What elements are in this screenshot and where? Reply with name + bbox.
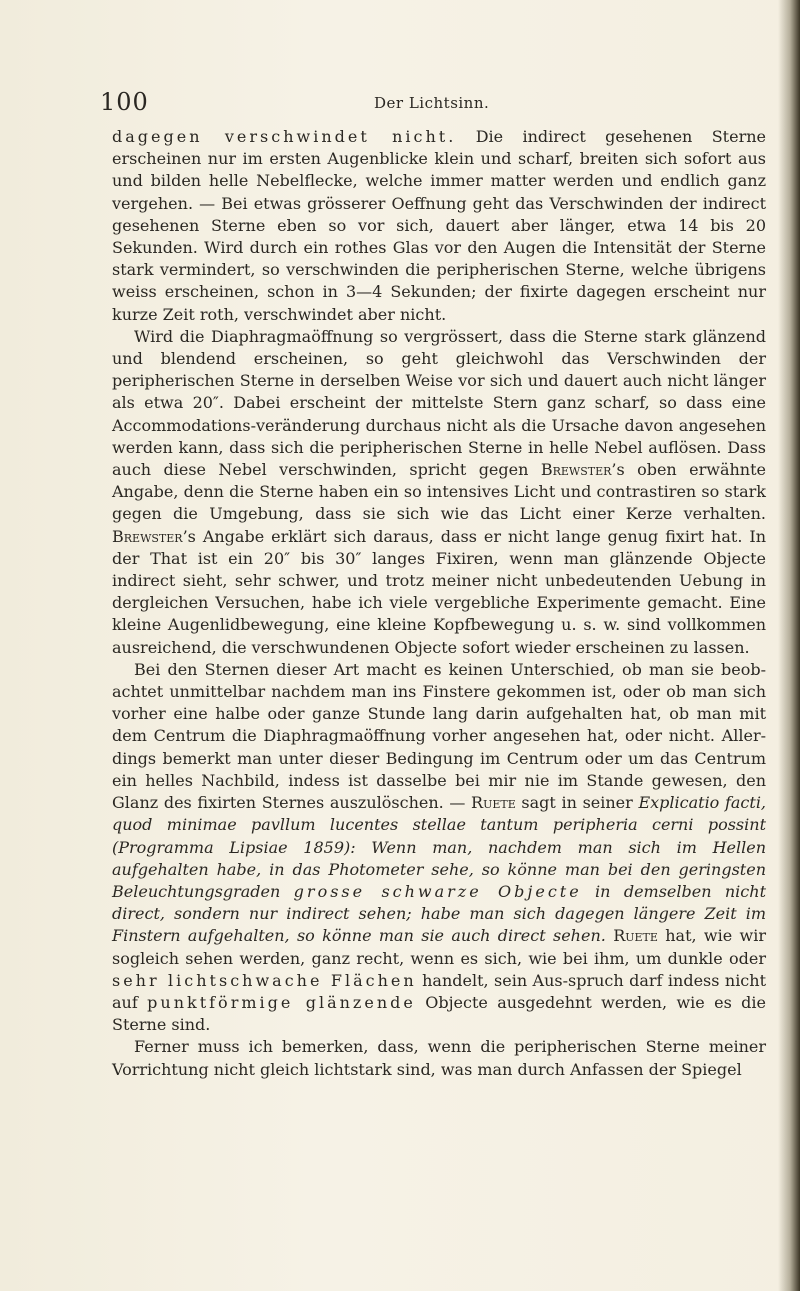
quote-continuation: in demselben nicht direct, sondern nur indirect sehen; habe man sich dagegen längere Zeit im Finstern aufgehalten, so könne man sie auch direct sehen. xyxy=(112,881,766,946)
body-text xyxy=(112,126,766,1081)
paragraph-4 xyxy=(112,1036,766,1080)
running-title: Der Lichtsinn. xyxy=(374,94,490,112)
author-name-ruete: Ruete xyxy=(613,926,658,946)
paragraph-text: Bei den Sternen dieser Art macht es keinen Unterschied, ob man sie beob-achtet unmittelbar nachdem man ins Finstere gekommen ist, oder ob man sich vorher eine halbe oder ganze Stunde lang darin aufgehalten hat, ob man mit dem Centrum die Diaphragmaöffnung vorher angesehen hat, oder nicht. Aller-dings bemerkt man unter dieser Bedingung im Centrum oder um das Centrum ein helles Nachbild, indess ist dasselbe bei mir nie im Stande gewesen, den Glanz des fixirten Sternes auszulöschen. — xyxy=(112,659,766,813)
paragraph-text: hat, wie wir sogleich sehen werden, ganz recht, wenn es sich, wie bei ihm, um dunkle oder xyxy=(112,926,767,968)
paragraph-text: Die indirect gesehenen Sterne erscheinen nur im ersten Augenblicke klein und scharf, breiten sich sofort aus und bilden helle Nebelflecke, welche immer matter werden und endlich ganz vergehen. — Bei etwas grösserer Oeffnung geht das Verschwinden der indirect gesehenen Sterne eben so vor sich, dauert aber länger, etwa 14 bis 20 Sekunden. Wird durch ein rothes Glas vor den Augen die Intensität der Sterne stark vermindert, so verschwinden die peripherischen Sterne, welche übrigens weiss erscheinen, schon in 3—4 Sekunden; der fixirte dagegen erscheint nur kurze Zeit roth, verschwindet aber nicht. xyxy=(112,127,766,324)
emphasis-spaced: grosse schwarze Objecte xyxy=(293,881,582,901)
author-name-brewster: Brewster xyxy=(112,526,183,546)
emphasis-spaced: punktförmige glänzende xyxy=(147,992,416,1012)
author-name-brewster: Brewster xyxy=(540,460,612,480)
spaced-lead: dagegen verschwindet nicht. xyxy=(112,127,457,146)
paragraph-text: Objecte ausgedehnt werden, wie es die Sterne sind. xyxy=(112,992,766,1035)
paragraph-1 xyxy=(112,126,766,326)
paragraph-3 xyxy=(112,659,766,1036)
paragraph-2 xyxy=(112,326,766,659)
paragraph-text: sagt in seiner xyxy=(515,793,639,813)
paragraph-text: handelt, sein Aus-spruch darf indess nicht auf xyxy=(112,970,767,1012)
paragraph-text: Wird die Diaphragmaöffnung so vergrössert, dass die Sterne stark glänzend und blendend erscheinen, so geht gleichwohl das Verschwinden der peripherischen Sterne in derselben Weise vor sich und dauert auch nicht länger als etwa 20″. Dabei erscheint der mittelste Stern ganz scharf, so dass eine Accommodations-veränderung durchaus nicht als die Ursache davon angesehen werden kann, dass sich die peripherischen Sterne in helle Nebel auflösen. Dass auch diese Nebel verschwinden, spricht gegen xyxy=(112,326,766,480)
page-number: 100 xyxy=(100,88,149,116)
paragraph-text: Ferner muss ich bemerken, dass, wenn die peripherischen Sterne meiner Vorrichtung nicht gleich lichtstark sind, was man durch Anfassen der Spiegel xyxy=(112,1037,766,1079)
paragraph-text: ’s Angabe erklärt sich daraus, dass er nicht lange genug fixirt hat. In der That ist ein 20″ bis 30″ langes Fixiren, wenn man glänzende Objecte indirect sieht, sehr schwer, und trotz meiner nicht unbedeutenden Uebung in dergleichen Versuchen, habe ich viele vergebliche Experimente gemacht. Eine kleine Augenlidbewegung, eine kleine Kopfbewegung u. s. w. sind vollkommen ausreichend, die verschwundenen Objecte sofort wieder erscheinen zu lassen. xyxy=(112,526,766,657)
latin-title-quote: Explicatio facti, quod minimae pavllum lucentes stellae tantum peripheria cerni possint (Programma Lipsiae 1859): Wenn man, nachdem man sich im Hellen aufgehalten habe, in das Photometer sehe, so könne man bei den geringsten Beleuchtungsgraden xyxy=(112,793,767,901)
emphasis-spaced: sehr lichtschwache Flächen xyxy=(112,970,417,990)
page-edge-shadow xyxy=(778,0,800,1291)
paragraph-text: ’s oben erwähnte Angabe, denn die Sterne haben ein so intensives Licht und contrastiren so stark gegen die Umgebung, dass sie sich wie das Licht einer Kerze verhalten. xyxy=(112,460,766,524)
author-name-ruete: Ruete xyxy=(471,793,516,813)
